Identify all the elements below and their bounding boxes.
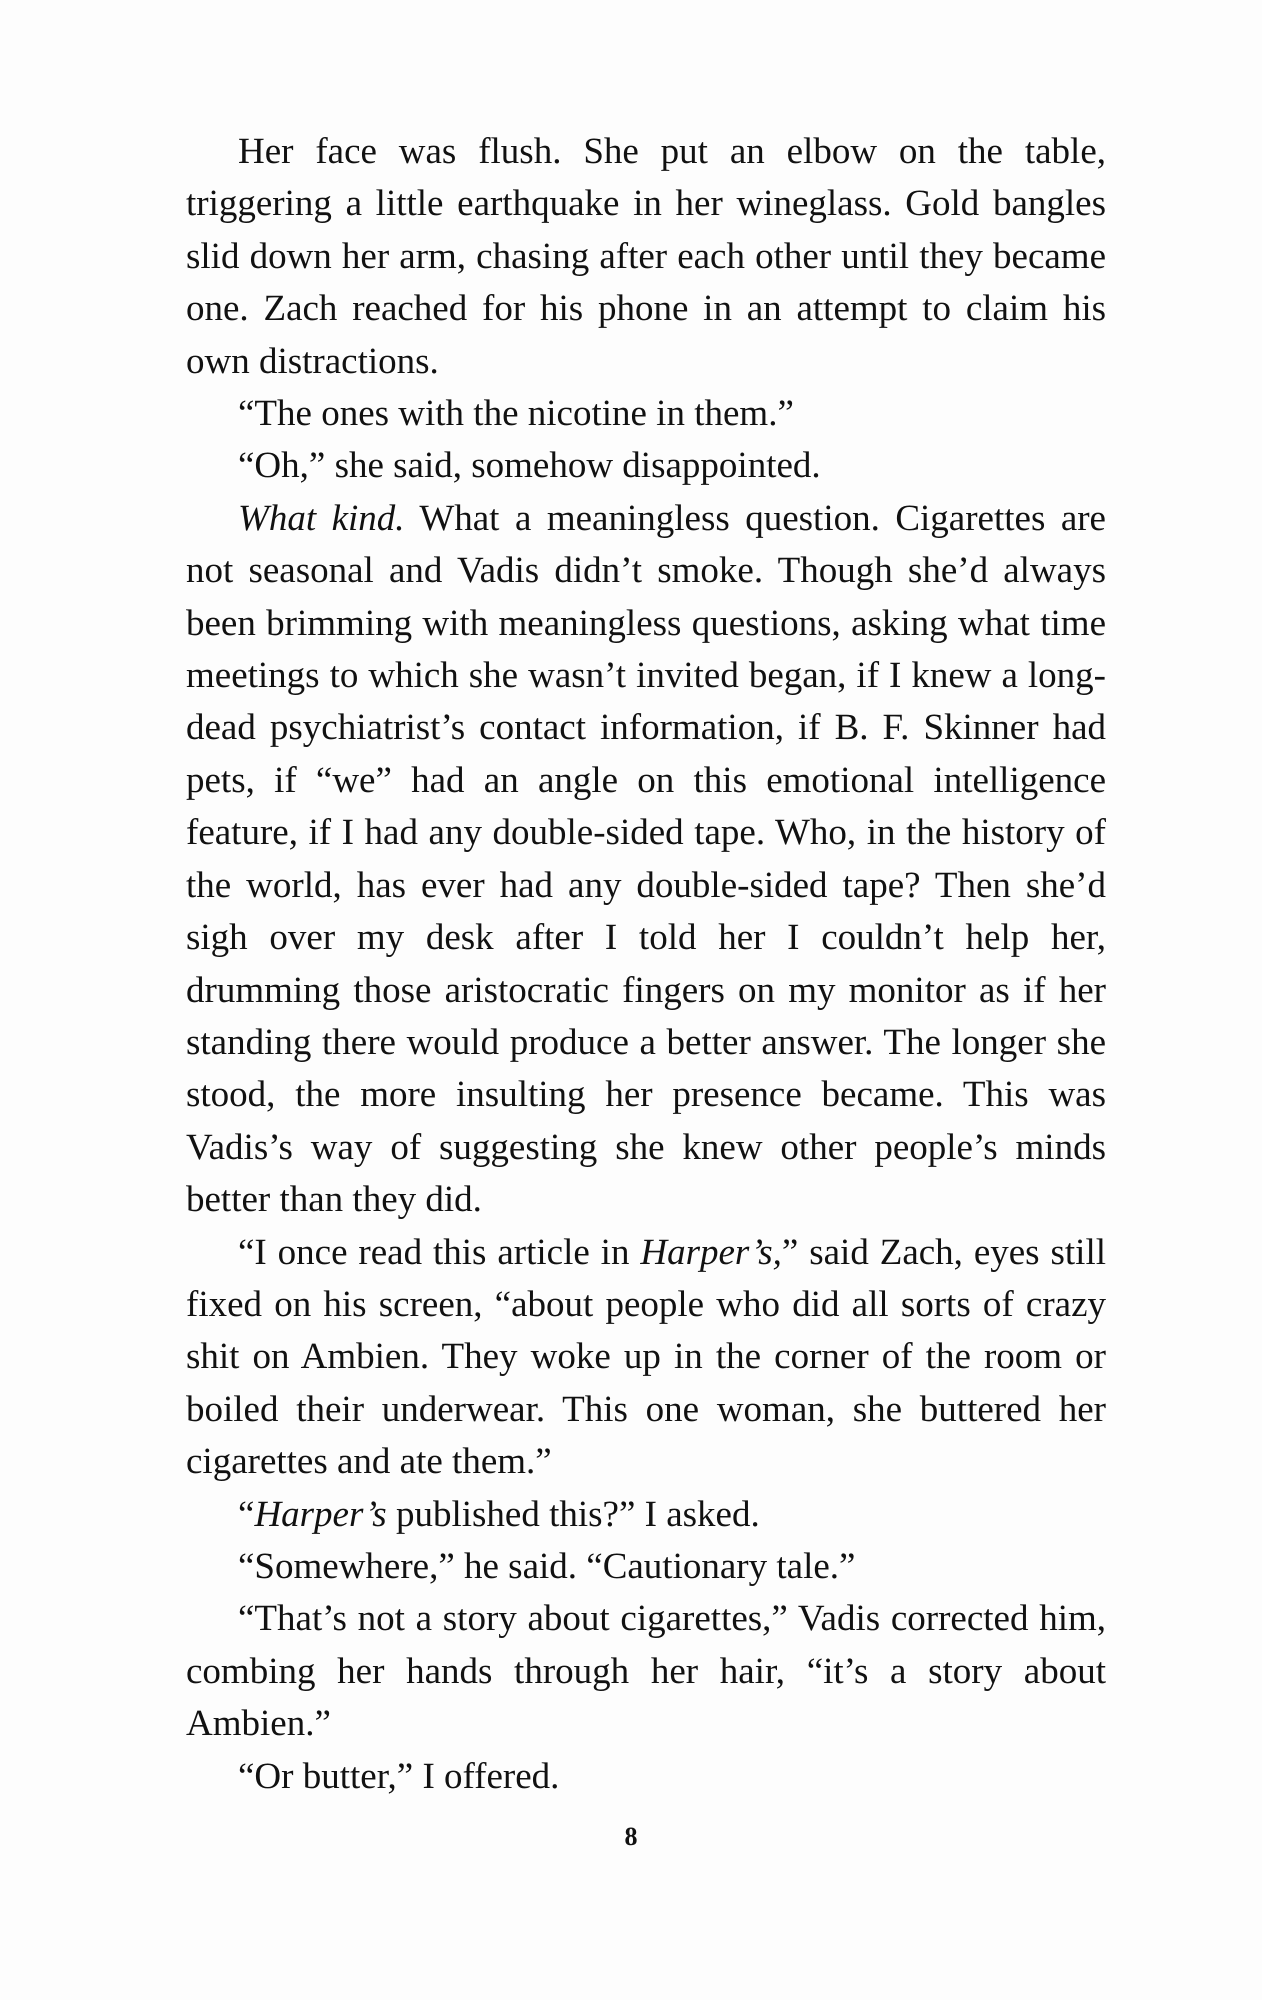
text-run: published this?” I asked. — [386, 1493, 760, 1535]
paragraph — [186, 388, 1106, 440]
text-run: “The ones with the nicotine in them.” — [238, 393, 794, 435]
paragraph — [186, 1227, 1106, 1489]
paragraph — [186, 126, 1106, 388]
body-text — [186, 126, 1106, 1803]
paragraph — [186, 1541, 1106, 1593]
text-run: “I once read this article in — [238, 1231, 641, 1273]
text-run: “Or butter,” I offered. — [238, 1755, 560, 1797]
text-run: “Oh,” she said, somehow disappointed. — [238, 445, 821, 487]
page-number: 8 — [624, 1822, 638, 1851]
paragraph — [186, 1489, 1106, 1541]
text-run: What a meaningless question. Cigarettes are not seasonal and Vadis didn’t smoke. Though she’d always been brimming with meaningless questions, asking what time meetings to which she wasn’t invited began, if I knew a long-dead psychiatrist’s contact information, if B. F. Skinner had pets, if “we” had an angle on this emotional intelligence feature, if I had any double-sided tape. Who, in the history of the world, has ever had any double-sided tape? Then she’d sigh over my desk after I told her I couldn’t help her, drumming those aristocratic fingers on my monitor as if her standing there would produce a better answer. The longer she stood, the more insulting her presence became. This was Vadis’s way of suggesting she knew other people’s minds better than they did. — [186, 497, 1106, 1221]
text-run: “Somewhere,” he said. “Cautionary tale.” — [238, 1545, 856, 1587]
text-run: Her face was flush. She put an elbow on the table, triggering a little earthquake in her wineglass. Gold bangles slid down her arm, chasing after each other until they became one. Zach reached for his phone in an attempt to claim his own distractions. — [186, 131, 1106, 382]
text-run: ” said Zach, eyes still fixed on his screen, “about people who did all sorts of crazy shit on Ambien. They woke up in the corner of the room or boiled their underwear. This one woman, she buttered her cigarettes and ate them.” — [186, 1231, 1107, 1483]
text-run: “That’s not a story about cigarettes,” Vadis corrected him, combing her hands through her hair, “it’s a story about Ambien.” — [186, 1598, 1106, 1745]
italic-text-run: Harper’s — [254, 1493, 387, 1535]
italic-text-run: Harper’s, — [640, 1231, 782, 1273]
paragraph — [186, 1751, 1106, 1803]
paragraph — [186, 1593, 1106, 1750]
text-run: “ — [238, 1493, 255, 1535]
paragraph — [186, 493, 1106, 1227]
italic-text-run: What kind. — [238, 497, 405, 539]
paragraph — [186, 440, 1106, 492]
